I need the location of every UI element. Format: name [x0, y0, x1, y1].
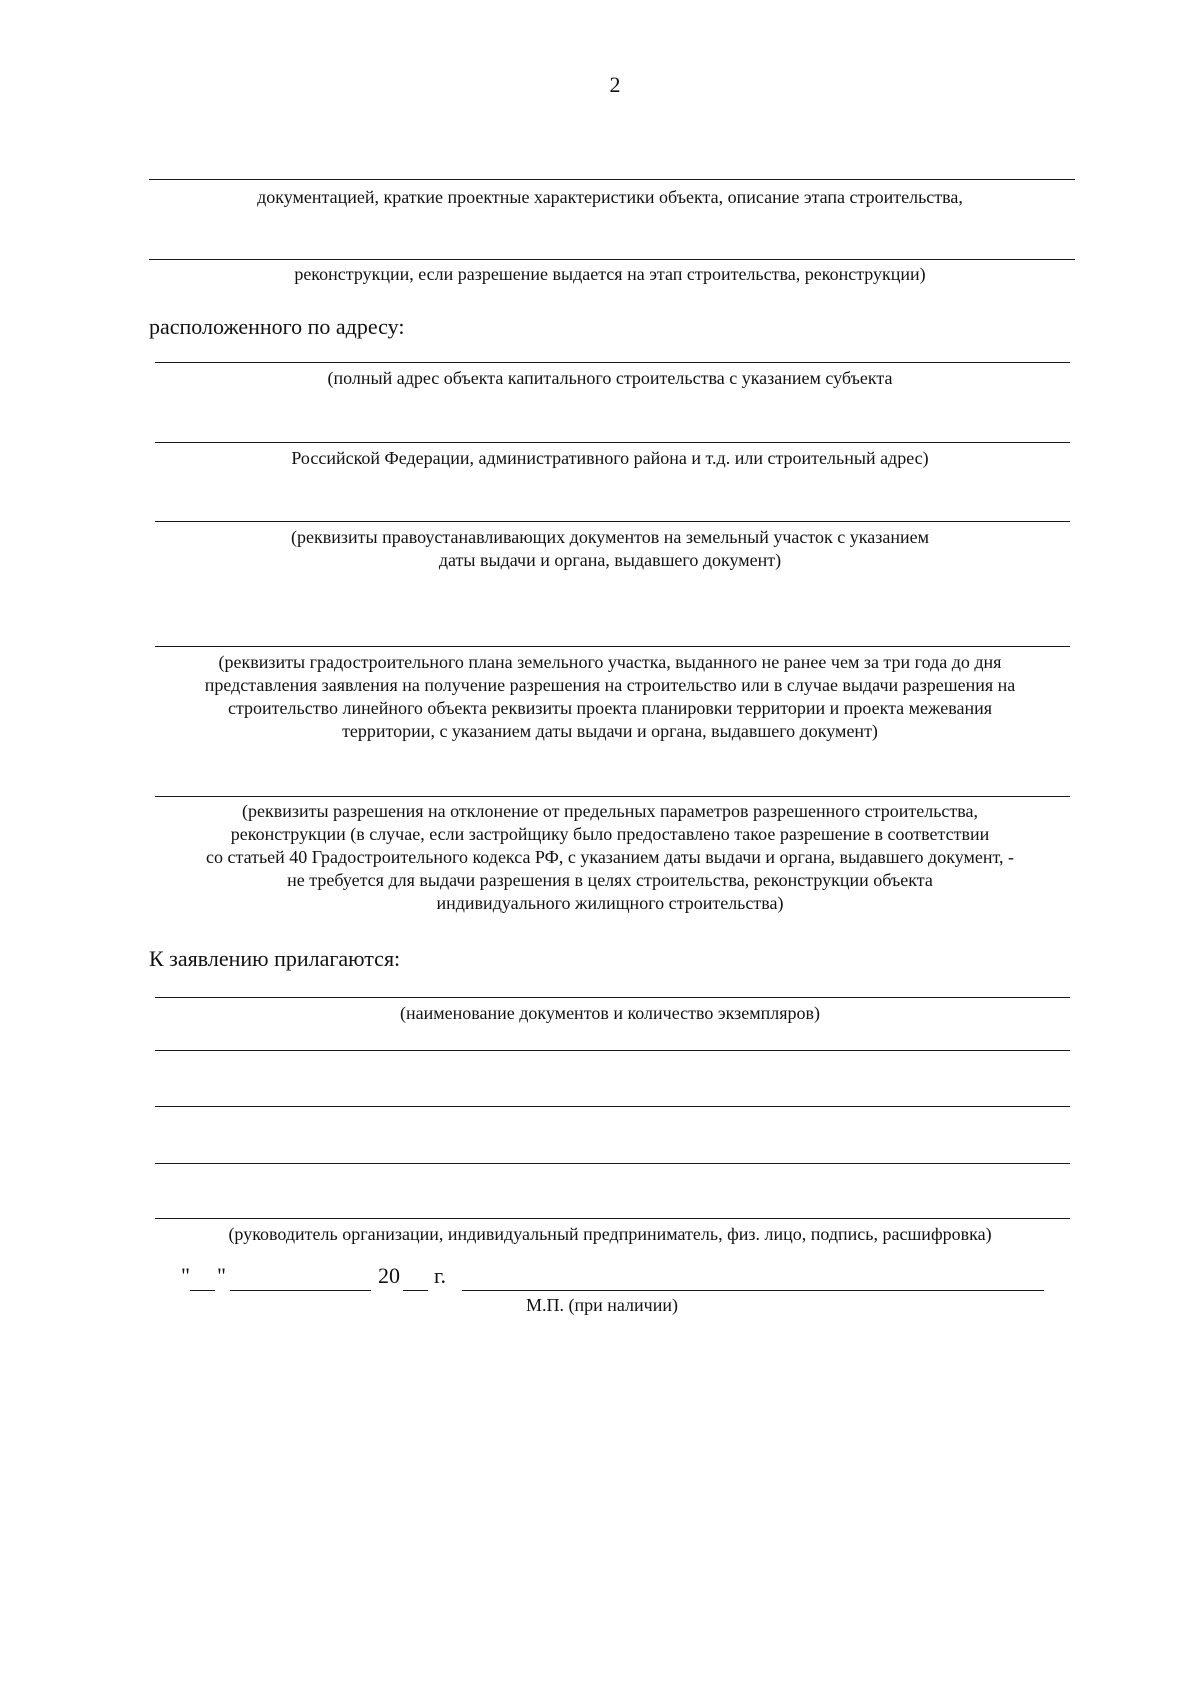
deviation-permit-caption-5: индивидуального жилищного строительства)	[436, 893, 784, 913]
stamp-note: М.П. (при наличии)	[526, 1295, 678, 1315]
land-title-docs-caption-1: (реквизиты правоустанавливающих документов на земельный участок с указанием	[291, 527, 929, 547]
page-number: 2	[609, 72, 621, 97]
seal-signature-field[interactable]	[462, 1290, 1044, 1291]
located-at-label: расположенного по адресу:	[149, 314, 405, 339]
attachments-line-2[interactable]	[155, 1050, 1070, 1051]
address-caption-2: Российской Федерации, административного района и т.д. или строительный адрес)	[291, 448, 929, 468]
deviation-permit-caption-4: не требуется для выдачи разрешения в целях строительства, реконструкции объекта	[287, 870, 933, 890]
gpzu-docs-caption-2: представления заявления на получение разрешения на строительство или в случае выдачи разрешения на	[204, 675, 1016, 695]
gpzu-docs-caption-1: (реквизиты градостроительного плана земельного участка, выданного не ранее чем за три года до дня	[218, 652, 1002, 672]
attachments-line-3[interactable]	[155, 1106, 1070, 1107]
deviation-permit-caption-1: (реквизиты разрешения на отклонение от предельных параметров разрешенного строительства,	[241, 801, 979, 821]
gpzu-docs-caption-4: территории, с указанием даты выдачи и органа, выдавшего документ)	[342, 721, 878, 741]
land-title-docs-line[interactable]	[155, 521, 1070, 522]
address-line-2[interactable]	[155, 442, 1070, 443]
gpzu-docs-line[interactable]	[155, 646, 1070, 647]
deviation-permit-caption-3: со статьей 40 Градостроительного кодекса РФ, с указанием даты выдачи и органа, выдавшего документ, -	[206, 847, 1014, 867]
signature-line[interactable]	[155, 1218, 1070, 1219]
attachments-line-1[interactable]	[155, 997, 1070, 998]
date-year-prefix: 20	[378, 1263, 400, 1288]
attachments-line-4[interactable]	[155, 1163, 1070, 1164]
deviation-permit-caption-2: реконструкции (в случае, если застройщику было предоставлено такое разрешение в соответствии	[230, 824, 990, 844]
date-day-field[interactable]	[190, 1290, 215, 1291]
date-quote-close: "	[217, 1263, 226, 1288]
address-line-1[interactable]	[155, 362, 1070, 363]
object-description-line-1[interactable]	[149, 179, 1075, 180]
date-month-field[interactable]	[230, 1290, 371, 1291]
object-description-line-2[interactable]	[149, 259, 1075, 260]
gpzu-docs-caption-3: строительство линейного объекта реквизиты проекта планировки территории и проекта межевания	[227, 698, 993, 718]
signature-caption: (руководитель организации, индивидуальный предприниматель, физ. лицо, подпись, расшифровка)	[228, 1224, 992, 1244]
date-year-field[interactable]	[403, 1290, 428, 1291]
attachments-caption: (наименование документов и количество экземпляров)	[400, 1003, 820, 1023]
date-quote-open: "	[181, 1263, 190, 1288]
date-year-suffix: г.	[434, 1263, 447, 1288]
deviation-permit-line[interactable]	[155, 796, 1070, 797]
address-caption-1: (полный адрес объекта капитального строительства с указанием субъекта	[327, 368, 893, 388]
attachments-label: К заявлению прилагаются:	[149, 946, 401, 971]
object-description-caption-1: документацией, краткие проектные характеристики объекта, описание этапа строительства,	[257, 187, 963, 207]
object-description-caption-2: реконструкции, если разрешение выдается на этап строительства, реконструкции)	[294, 264, 926, 284]
land-title-docs-caption-2: даты выдачи и органа, выдавшего документ)	[438, 550, 782, 570]
